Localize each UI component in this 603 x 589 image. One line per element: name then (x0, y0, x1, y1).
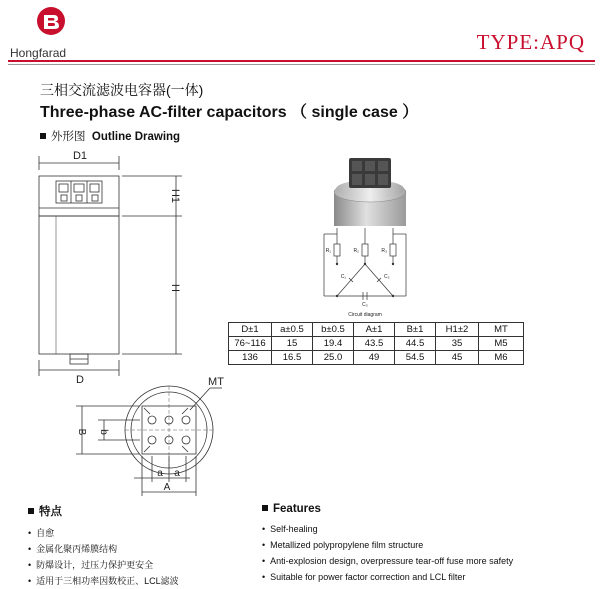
table-cell: 54.5 (395, 351, 436, 365)
list-item: • 自愈 (28, 525, 179, 541)
resistor-r3-label: R₃ (381, 248, 387, 254)
dim-b-small-label: b (98, 429, 109, 435)
table-cell: M5 (479, 337, 524, 351)
table-header: A±1 (354, 323, 395, 337)
square-bullet-icon (262, 505, 268, 511)
table-cell: 49 (354, 351, 395, 365)
brand-name: Hongfarad (10, 46, 67, 60)
table-header: D±1 (229, 323, 272, 337)
capacitor-c3-label: C₃ (362, 302, 368, 308)
list-item: • Suitable for power factor correction and LCL filter (262, 569, 513, 585)
capacitor-photo (322, 152, 418, 224)
table-header-row (229, 323, 524, 337)
resistor-r1-symbol (334, 244, 340, 256)
table-header: a±0.5 (272, 323, 313, 337)
outline-heading-cn: 外形图 (51, 131, 86, 143)
table-cell: 44.5 (395, 337, 436, 351)
list-item: • Anti-explosion design, overpressure tear-off fuse more safety (262, 553, 513, 569)
brand-logo (8, 6, 98, 64)
dim-d-label: D (76, 374, 84, 386)
table-cell: 45 (436, 351, 479, 365)
table-cell: 15 (272, 337, 313, 351)
features-en-heading-text: Features (273, 503, 321, 515)
side-view-drawing (30, 148, 200, 388)
table-header: B±1 (395, 323, 436, 337)
square-bullet-icon (28, 508, 34, 514)
table-cell: 19.4 (313, 337, 354, 351)
table-cell: 43.5 (354, 337, 395, 351)
title-cn: 三相交流滤波电容器(一体) (40, 82, 204, 98)
resistor-r1-label: R₁ (325, 248, 331, 254)
table-header: H1±2 (436, 323, 479, 337)
type-title: TYPE:APQ (476, 30, 585, 54)
resistor-r2-symbol (362, 244, 368, 256)
top-view-drawing (72, 376, 232, 500)
outline-heading-en: Outline Drawing (91, 131, 181, 143)
table-cell: 16.5 (272, 351, 313, 365)
dim-d1-label: D1 (72, 150, 88, 162)
hongfarad-logo-icon (36, 6, 66, 36)
features-en (262, 503, 513, 585)
table-row (229, 351, 524, 365)
dim-a-small-label-2: a (174, 468, 180, 479)
outline-heading (40, 128, 180, 144)
features-en-heading (262, 503, 513, 515)
resistor-r3-symbol (390, 244, 396, 256)
table-cell: 25.0 (313, 351, 354, 365)
header-rule (8, 60, 595, 62)
list-item: • Self-healing (262, 521, 513, 537)
features-cn-heading (28, 503, 179, 519)
capacitor-c1-label: C₁ (340, 274, 346, 280)
square-bullet-icon (40, 133, 46, 139)
list-item: • 金属化聚丙烯膜结构 (28, 541, 179, 557)
header-rule-thin (8, 64, 595, 65)
list-item: • 适用于三相功率因数校正、LCL滤波 (28, 573, 179, 589)
table-row (229, 337, 524, 351)
table-cell: 76~116 (229, 337, 272, 351)
dim-mt-label: MT (208, 376, 224, 388)
resistor-r2-label: R₂ (353, 248, 359, 254)
title-en: Three-phase AC-filter capacitors （ single case ） (40, 104, 419, 121)
dim-a-big-label: A (163, 482, 171, 493)
table-header: b±0.5 (313, 323, 354, 337)
table-cell: 35 (436, 337, 479, 351)
circuit-diagram (322, 228, 412, 320)
features-cn-heading-text: 特点 (39, 506, 62, 518)
list-item: • 防爆设计，过压力保护更安全 (28, 557, 179, 573)
table-cell: 136 (229, 351, 272, 365)
table-cell: M6 (479, 351, 524, 365)
dim-b-big-label: B (76, 428, 87, 436)
table-header: MT (479, 323, 524, 337)
dim-h1-label: H1 (169, 188, 181, 204)
dimension-table (228, 322, 524, 365)
dim-h-label: H (169, 284, 181, 292)
list-item: • Metallized polypropylene film structure (262, 537, 513, 553)
dim-a-small-label-1: a (157, 468, 163, 479)
features-cn (28, 503, 179, 589)
capacitor-c2-label: C₂ (384, 274, 390, 280)
circuit-caption: Circuit diagram (348, 312, 382, 318)
